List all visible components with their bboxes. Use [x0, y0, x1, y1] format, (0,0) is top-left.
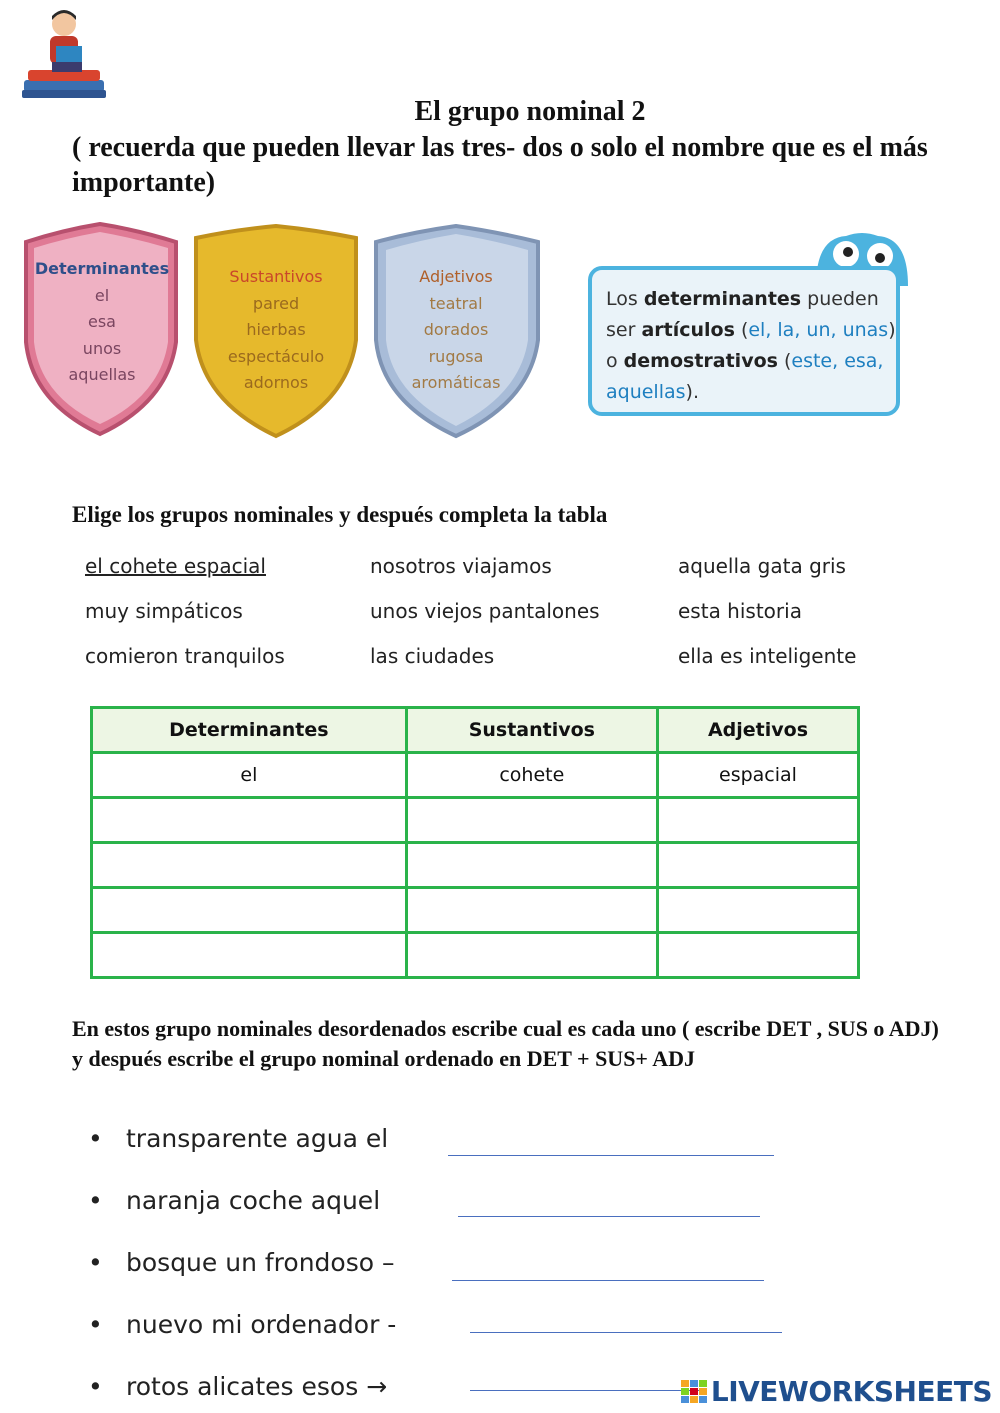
exercise-2-instruction: En estos grupo nominales desordenados escribe cual es cada uno ( escribe DET , SUS o ADJ) y después escribe el grupo nominal ordenado en DET + SUS+ ADJ — [72, 1016, 939, 1071]
shield-heading: Sustantivos — [229, 267, 323, 286]
answer-line-input[interactable] — [452, 1280, 764, 1281]
liveworksheets-logo-icon — [681, 1378, 707, 1411]
shield-heading: Determinantes — [34, 259, 170, 278]
scrambled-phrase: nuevo mi ordenador - — [126, 1310, 397, 1339]
table-cell: cohete — [406, 753, 657, 798]
scrambled-phrase: transparente agua el — [126, 1124, 389, 1153]
bullet-icon: • — [88, 1186, 103, 1215]
table-answer-cell[interactable] — [406, 798, 657, 843]
page-subtitle: ( recuerda que pueden llevar las tres- dos o solo el nombre que es el más importante) — [72, 132, 928, 198]
table-answer-cell[interactable] — [657, 798, 858, 843]
table-row — [92, 798, 859, 843]
shield-heading: Adjetivos — [419, 267, 493, 286]
answer-line-input[interactable] — [448, 1155, 774, 1156]
teacher-avatar-image — [12, 2, 118, 104]
answer-line-input[interactable] — [470, 1390, 700, 1391]
phrase-option[interactable]: esta historia — [678, 599, 802, 623]
list-item — [88, 1186, 380, 1215]
scrambled-phrase: bosque un frondoso – — [126, 1248, 395, 1277]
shield-word: el — [94, 285, 110, 305]
table-answer-cell[interactable] — [406, 843, 657, 888]
phrase-option[interactable]: aquella gata gris — [678, 554, 846, 578]
bullet-icon: • — [88, 1248, 103, 1277]
table-answer-cell[interactable] — [92, 798, 407, 843]
table-answer-cell[interactable] — [657, 843, 858, 888]
table-header: Determinantes — [92, 708, 407, 753]
scrambled-phrase: naranja coche aquel — [126, 1186, 381, 1215]
table-answer-cell[interactable] — [406, 933, 657, 978]
shield-word: aquellas — [68, 365, 136, 384]
table-answer-cell[interactable] — [657, 888, 858, 933]
liveworksheets-logo — [681, 1375, 992, 1411]
phrase-option[interactable]: nosotros viajamos — [370, 554, 552, 578]
table-answer-cell[interactable] — [92, 888, 407, 933]
shield-word: pared — [252, 293, 300, 313]
list-item — [88, 1372, 387, 1401]
table-answer-cell[interactable] — [406, 888, 657, 933]
phrase-option[interactable]: comieron tranquilos — [85, 644, 285, 668]
shield-word: rugosa — [428, 346, 484, 366]
table-cell: el — [92, 753, 407, 798]
shield-word: dorados — [423, 320, 489, 339]
bullet-icon: • — [88, 1124, 103, 1153]
phrase-option[interactable]: ella es inteligente — [678, 644, 857, 668]
shield-word: adornos — [243, 373, 309, 392]
exercise-1-instruction: Elige los grupos nominales y después completa la tabla — [72, 502, 608, 527]
page-title: El grupo nominal 2 — [414, 96, 646, 127]
shield-word: teatral — [429, 293, 483, 313]
info-box-text: Los determinantes pueden ser artículos (el, la, un, unas) o demostrativos (este, esa, aquellas). — [606, 288, 896, 403]
answer-line-input[interactable] — [458, 1216, 760, 1217]
shield-word: espectáculo — [227, 346, 325, 366]
table-cell: espacial — [657, 753, 858, 798]
table-answer-cell[interactable] — [92, 933, 407, 978]
table-answer-cell[interactable] — [92, 843, 407, 888]
shield-word: unos — [82, 338, 122, 358]
table-header: Sustantivos — [406, 708, 657, 753]
grupo-nominal-table — [90, 706, 860, 979]
table-header: Adjetivos — [657, 708, 858, 753]
table-answer-cell[interactable] — [657, 933, 858, 978]
answer-line-input[interactable] — [470, 1332, 782, 1333]
brand-text: LIVEWORKSHEETS — [710, 1375, 992, 1408]
table-row — [92, 843, 859, 888]
phrase-option[interactable]: muy simpáticos — [85, 599, 243, 623]
list-item — [88, 1310, 396, 1339]
phrase-option[interactable]: el cohete espacial — [85, 554, 266, 578]
shield-word: hierbas — [246, 320, 306, 339]
phrase-option[interactable]: unos viejos pantalones — [370, 599, 600, 623]
list-item — [88, 1124, 388, 1153]
bullet-icon: • — [88, 1372, 103, 1401]
table-row — [92, 888, 859, 933]
shield-word: aromáticas — [411, 373, 501, 392]
table-row — [92, 753, 859, 798]
table-row — [92, 933, 859, 978]
phrase-option[interactable]: las ciudades — [370, 644, 495, 668]
list-item — [88, 1248, 394, 1277]
scrambled-phrase: rotos alicates esos → — [126, 1372, 388, 1401]
bullet-icon: • — [88, 1310, 103, 1339]
determinantes-info-box — [588, 266, 900, 416]
shield-word: esa — [88, 312, 116, 331]
word-shields — [18, 222, 558, 442]
